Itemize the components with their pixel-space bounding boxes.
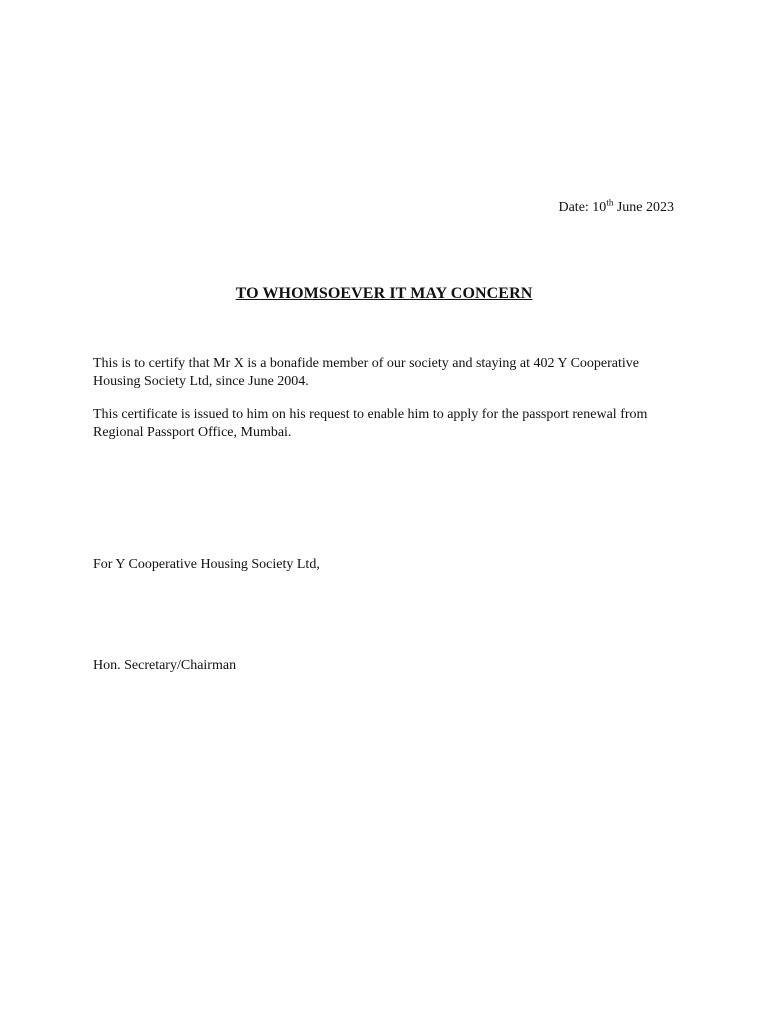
closing-line: For Y Cooperative Housing Society Ltd, bbox=[93, 557, 320, 572]
letter-title: TO WHOMSOEVER IT MAY CONCERN bbox=[235, 285, 533, 302]
purpose-paragraph: This certificate is issued to him on his request to enable him to apply for the passport renewal from Regional Passport Office, Mumbai. bbox=[93, 407, 648, 440]
certification-paragraph: This is to certify that Mr X is a bonafide member of our society and staying at 402 Y Cooperative Housing Society Ltd, since June 2004. bbox=[93, 356, 639, 389]
date-ordinal-suffix: th bbox=[606, 197, 614, 208]
signatory-title: Hon. Secretary/Chairman bbox=[93, 658, 237, 673]
date-prefix: Date: 10 bbox=[558, 200, 607, 215]
letter-date bbox=[558, 197, 674, 216]
date-month-year: June 2023 bbox=[613, 200, 674, 215]
